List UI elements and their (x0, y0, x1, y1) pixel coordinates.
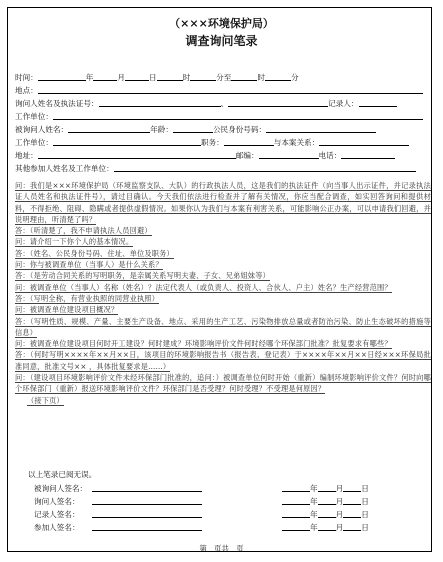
inquirer-field-2[interactable] (228, 98, 328, 107)
authority-title: （×××环境保护局） (169, 17, 274, 30)
sign-year-field[interactable] (282, 509, 310, 518)
sign-month-field[interactable] (318, 496, 336, 505)
signature-field[interactable] (92, 483, 202, 492)
inquired-name-field[interactable] (68, 124, 150, 133)
minute-to-field[interactable] (265, 72, 291, 81)
phone-field[interactable] (341, 150, 395, 159)
work-unit-row: 工作单位： (15, 111, 431, 122)
sign-month-field[interactable] (318, 522, 336, 531)
qa-entry: 问：我们是×××环境保护局（环境监察支队、大队）的行政执法人员，这是我们的执法证件（向当事人出示证件，并记录执法证人员姓名和执法证件号），请过目确认。今天我们依法进行检查并了解有关情况，你应当配合调查，如实回答询问和提供材料，不得拒绝、阻碍、隐瞒或者提供虚假情况。如果你认为我们与本案有利害关系，可能影响公正办案，可以申请我们回避，并说明理由，听清楚了吗？ (15, 181, 431, 224)
qa-entry: 答：（姓名、公民身份号码、住址、单位及职务） (15, 248, 174, 258)
sign-row: 参加人签名： 年 月 日 (34, 523, 369, 532)
others-field[interactable] (114, 163, 416, 172)
place-row: 地点： (15, 85, 431, 96)
qa-entry: 问：请介绍一下你个人的基本情况。 (15, 237, 134, 247)
month-field[interactable] (93, 72, 117, 81)
qa-entry: 答：（是劳动合同关系的写明职务，是亲属关系写明夫妻、子女、兄弟姐妹等） (15, 271, 270, 281)
id-number-field[interactable] (266, 124, 376, 133)
sign-month-field[interactable] (318, 509, 336, 518)
page-number: 第 页共 页 (199, 544, 244, 553)
sign-year-field[interactable] (282, 522, 310, 531)
place-field[interactable] (38, 85, 423, 94)
day-field[interactable] (125, 72, 149, 81)
unit-position-row: 工作单位： 职务： 与本案关系： (15, 137, 431, 148)
sign-year-field[interactable] (282, 483, 310, 492)
signature-field[interactable] (92, 496, 202, 505)
qa-entry: 问：你与被调查单位（当事人）是什么关系？ (15, 260, 163, 270)
qa-entry: 问：（建设项目环境影响评价文件未经环保部门批准的，追问：）被调查单位何时开始（重新）编制环境影响评价文件？何时向哪个环保部门（重新）报送环境影响评价文件？环保部门是否受理？何时受理？不受理是何原因？ (15, 373, 431, 394)
hour-field[interactable] (157, 72, 183, 81)
qa-entry: 答：（何时写明××××年××月××日，该项目的环境影响报告书（报告表、登记表）于××××年××月××日经×××环保局批准同意，批准文号×× ，具体批复要求是……） (15, 350, 431, 371)
sign-row: 询问人签名： 年 月 日 (34, 497, 369, 506)
sign-day-field[interactable] (343, 522, 361, 531)
address-field[interactable] (38, 150, 236, 159)
sign-row: 被询问人签名： 年 月 日 (34, 484, 369, 493)
continued-note: （接下页） (27, 395, 64, 405)
time-row: 时间： 年 月 日 时 分至 时 分 (15, 73, 299, 82)
signature-field[interactable] (92, 522, 202, 531)
sign-day-field[interactable] (343, 509, 361, 518)
work-unit-field[interactable] (53, 111, 423, 120)
qa-entry: 答：（写明全称，有营业执照的同营业执照） (15, 293, 160, 303)
qa-transcript (15, 180, 431, 406)
sign-month-field[interactable] (318, 483, 336, 492)
sign-day-field[interactable] (343, 483, 361, 492)
document-title: 调查询问笔录 (185, 34, 258, 48)
recorder-field[interactable] (359, 98, 397, 107)
inquired-row: 被询问人姓名： 年龄： 公民身份号码： (15, 124, 431, 135)
address-row: 地址： 邮编： 电话： (15, 150, 431, 161)
work-unit2-field[interactable] (53, 137, 201, 146)
minute-from-field[interactable] (190, 72, 216, 81)
signature-field[interactable] (92, 509, 202, 518)
year-field[interactable] (38, 72, 86, 81)
position-field[interactable] (224, 137, 274, 146)
qa-entry: 答：（写明性质、规模、产量、主要生产设备、地点、采用的生产工艺、污染物排放总量或者防治污染、防止生态破坏的措施等信息） (15, 316, 431, 337)
age-field[interactable] (173, 124, 213, 133)
sign-year-field[interactable] (282, 496, 310, 505)
qa-entry: 问：被调查单位建设项目概况？ (15, 305, 119, 315)
others-row: 其他参加人姓名及工作单位： (15, 163, 431, 174)
qa-entry: 答：（听清楚了，我不申请执法人员回避） (15, 226, 152, 236)
sign-day-field[interactable] (343, 496, 361, 505)
sign-off-intro: 以上笔录已阅无误。 (28, 470, 97, 479)
inquirer-field-1[interactable] (99, 98, 221, 107)
relation-field[interactable] (319, 137, 409, 146)
qa-entry: 问：被调查单位（当事人）名称（姓名）？法定代表人（或负责人、投资人、合伙人、户主）姓名？生产经营范围？ (15, 282, 392, 292)
hour-to-field[interactable] (231, 72, 257, 81)
sign-row: 记录人签名： 年 月 日 (34, 510, 369, 519)
inquirer-row: 询问人姓名及执法证号： 、 记录人： (15, 98, 431, 109)
qa-entry: 问：被调查单位建设项目何时开工建设？何时建成？环境影响评价文件何时经哪个环保部门批准？批复要求有哪些？ (15, 339, 392, 349)
postcode-field[interactable] (259, 150, 319, 159)
